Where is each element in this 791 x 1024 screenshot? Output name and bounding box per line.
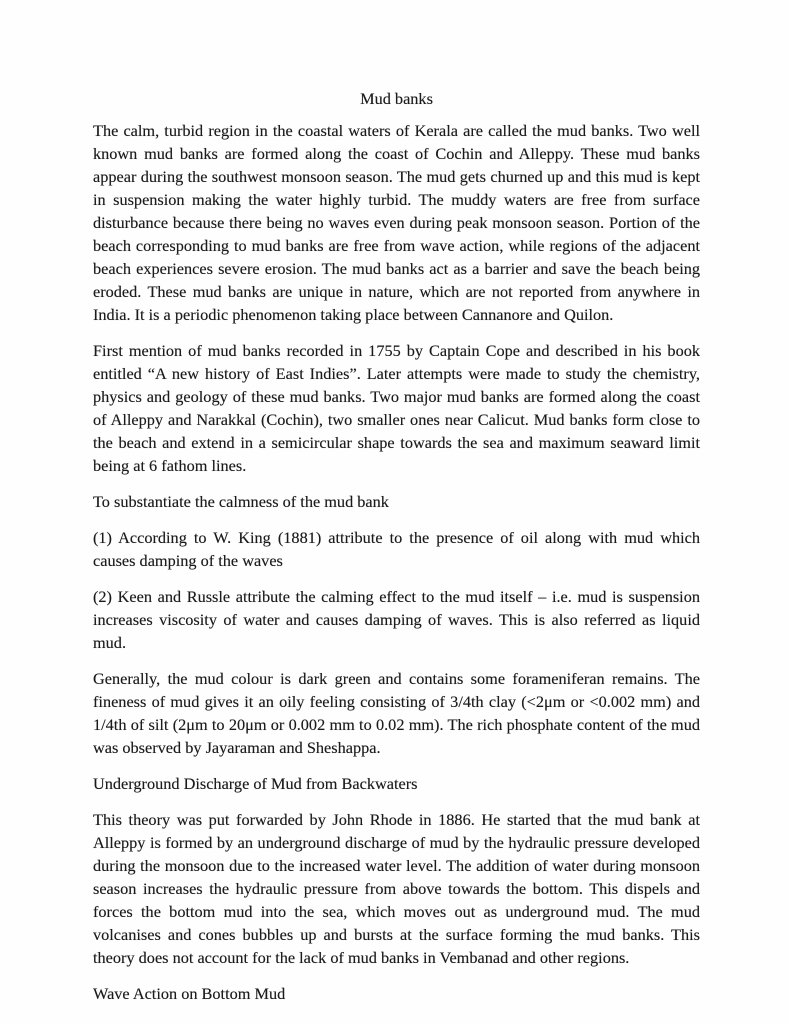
paragraph-mud-colour-composition: Generally, the mud colour is dark green and contains some forameniferan remains. The fineness of mud gives it an oily feeling consisting of 3/4th clay (<2μm or <0.002 mm) and 1/4th of silt (2μm to 20μm or 0.002 mm to 0.02 mm). The rich phosphate content of the mud was observed by Jayaraman and Sheshappa. <box>93 669 700 757</box>
paragraph-intro-mud-banks: The calm, turbid region in the coastal waters of Kerala are called the mud banks. Two well known mud banks are formed along the coast of Cochin and Alleppy. These mud banks appear during the southwest monsoon season. The mud gets churned up and this mud is kept in suspension making the water highly turbid. The muddy waters are free from surface disturbance because there being no waves even during peak monsoon season. Portion of the beach corresponding to mud banks are free from wave action, while regions of the adjacent beach experiences severe erosion. The mud banks act as a barrier and save the beach being eroded. These mud banks are unique in nature, which are not reported from anywhere in India. It is a periodic phenomenon taking place between Cannanore and Quilon. <box>93 121 700 324</box>
paragraph-john-rhode-theory: This theory was put forwarded by John Rhode in 1886. He started that the mud bank at Alleppy is formed by an underground discharge of mud by the hydraulic pressure developed during the monsoon due to the increased water level. The addition of water during monsoon season increases the hydraulic pressure from above towards the bottom. This dispels and forces the bottom mud into the sea, which moves out as underground mud. The mud volcanises and cones bubbles up and bursts at the surface forming the mud banks. This theory does not account for the lack of mud banks in Vembanad and other regions. <box>93 810 700 967</box>
subheading-substantiate-calmness: To substantiate the calmness of the mud bank <box>93 492 389 511</box>
subheading-underground-discharge: Underground Discharge of Mud from Backwaters <box>93 774 418 793</box>
paragraph-first-mention-history: First mention of mud banks recorded in 1755 by Captain Cope and described in his book entitled “A new history of East Indies”. Later attempts were made to study the chemistry, physics and geology of these mud banks. Two major mud banks are formed along the coast of Alleppy and Narakkal (Cochin), two smaller ones near Calicut. Mud banks form close to the beach and extend in a semicircular shape towards the sea and maximum seaward limit being at 6 fathom lines. <box>93 341 700 475</box>
subheading-wave-action-bottom-mud: Wave Action on Bottom Mud <box>93 984 286 1003</box>
document-title: Mud banks <box>360 89 433 108</box>
paragraph-point-2-keen-russle: (2) Keen and Russle attribute the calming effect to the mud itself – i.e. mud is suspension increases viscosity of water and causes damping of waves. This is also referred as liquid mud. <box>93 587 700 652</box>
paragraph-point-1-king-oil: (1) According to W. King (1881) attribute to the presence of oil along with mud which causes damping of the waves <box>93 528 700 570</box>
